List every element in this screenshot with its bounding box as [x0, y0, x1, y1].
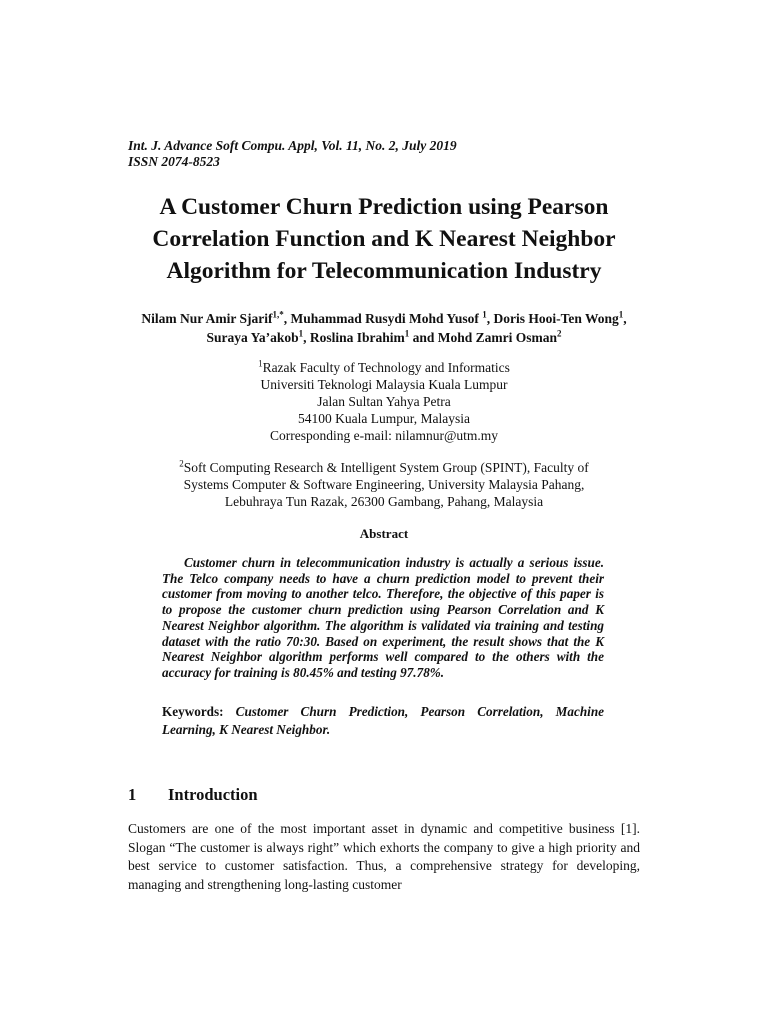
corresponding-email: Corresponding e-mail: nilamnur@utm.my — [269, 428, 499, 443]
author-name: , Roslina Ibrahim — [303, 330, 405, 345]
keywords-values: Customer Churn Prediction, Pearson Correlation, Machine Learning, K Nearest Neighbor. — [162, 704, 605, 737]
section-heading-introduction — [128, 785, 258, 805]
abstract-body: Customer churn in telecommunication industry is actually a serious issue. The Telco company needs to have a churn prediction model to prevent their customer from moving to another telco. Therefore, the objective of this paper is to propose the customer churn prediction using Pearson Correlation and K Nearest Neighbor algorithm. The algorithm is validated via training and testing dataset with the ratio 70:30. Based on experiment, the result shows that the K Nearest Neighbor algorithm performs well compared to the others with the accuracy for training is 80.45% and testing 97.78%. — [162, 555, 604, 680]
author-name: Nilam Nur Amir Sjarif — [141, 311, 273, 326]
journal-citation: Int. J. Advance Soft Compu. Appl, Vol. 11, No. 2, July 2019 — [128, 138, 457, 153]
affiliation-2 — [128, 459, 640, 510]
title-line-3: Algorithm for Telecommunication Industry — [166, 258, 602, 284]
author-affiliation-mark: 1,* — [272, 309, 284, 320]
keywords — [162, 703, 604, 739]
author-name: , Suraya Ya’akob — [206, 311, 627, 345]
affiliation-line: 54100 Kuala Lumpur, Malaysia — [298, 411, 470, 426]
author-name: , Doris Hooi-Ten Wong — [486, 311, 619, 326]
author-name: and Mohd Zamri Osman — [409, 330, 558, 345]
journal-header — [128, 138, 457, 170]
affiliation-line: Systems Computer & Software Engineering, University Malaysia Pahang, — [183, 477, 585, 492]
affiliation-line: Jalan Sultan Yahya Petra — [317, 394, 451, 409]
affiliation-line: Lebuhraya Tun Razak, 26300 Gambang, Pahang, Malaysia — [224, 494, 544, 509]
paper-title — [110, 191, 658, 287]
author-name: , Muhammad Rusydi Mohd Yusof — [283, 311, 479, 326]
author-affiliation-mark: 1 — [404, 328, 410, 339]
keywords-label: Keywords: — [162, 704, 224, 719]
author-affiliation-mark: 2 — [557, 328, 562, 339]
title-line-1: A Customer Churn Prediction using Pearson — [159, 194, 609, 220]
section-number: 1 — [128, 785, 137, 804]
section-title: Introduction — [168, 785, 258, 804]
affiliation-line: Universiti Teknologi Malaysia Kuala Lumpur — [260, 377, 508, 392]
affiliation-line: Razak Faculty of Technology and Informatics — [262, 360, 510, 375]
title-line-2: Correlation Function and K Nearest Neighbor — [152, 226, 616, 252]
affiliation-1 — [128, 359, 640, 444]
abstract-heading: Abstract — [359, 526, 409, 541]
author-list — [128, 309, 640, 347]
affiliation-mark: 2 — [179, 458, 184, 469]
author-affiliation-mark: 1 — [482, 309, 487, 320]
affiliation-mark: 1 — [258, 358, 263, 369]
affiliation-line: Soft Computing Research & Intelligent System Group (SPINT), Faculty of — [183, 460, 589, 475]
journal-issn: ISSN 2074-8523 — [128, 154, 220, 169]
author-affiliation-mark: 1 — [618, 309, 624, 320]
introduction-paragraph: Customers are one of the most important asset in dynamic and competitive business [1]. Slogan “The customer is always right” which exhorts the company to give a high priority and best service to customer satisfaction. Thus, a comprehensive strategy for developing, managing and strengthening long-lasting customer — [128, 821, 640, 892]
author-affiliation-mark: 1 — [298, 328, 304, 339]
